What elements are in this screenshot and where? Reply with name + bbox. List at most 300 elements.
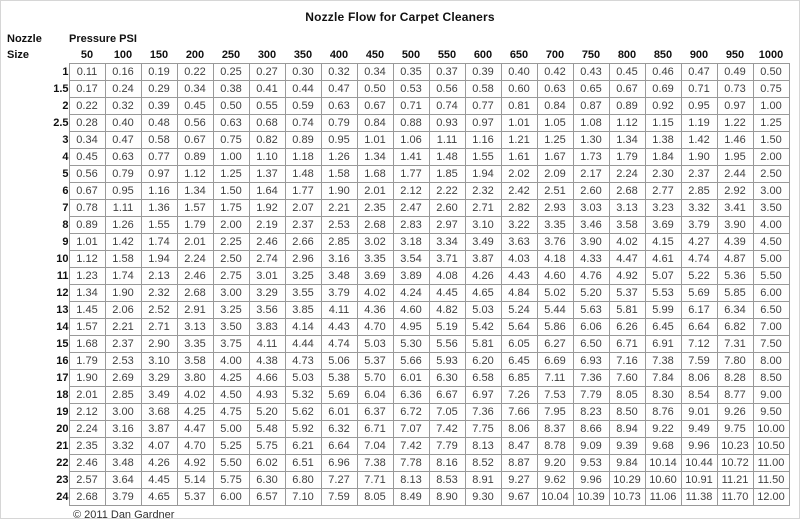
flow-value-cell: 6.96	[321, 455, 357, 472]
flow-value-cell: 5.42	[465, 319, 501, 336]
flow-value-cell: 1.34	[177, 183, 213, 200]
flow-value-cell: 0.73	[717, 81, 753, 98]
flow-value-cell: 3.90	[573, 234, 609, 251]
flow-value-cell: 2.21	[105, 319, 141, 336]
pressure-column-header: 650	[509, 49, 529, 61]
flow-value-cell: 0.95	[105, 183, 141, 200]
flow-value-cell: 1.21	[501, 132, 537, 149]
flow-value-cell: 8.91	[465, 472, 501, 489]
flow-value-cell: 1.92	[249, 200, 285, 217]
size-header-label: Size	[7, 49, 30, 62]
flow-value-cell: 3.89	[393, 268, 429, 285]
flow-value-cell: 7.42	[429, 421, 465, 438]
flow-value-cell: 8.30	[645, 387, 681, 404]
flow-value-cell: 1.45	[69, 302, 105, 319]
flow-value-cell: 4.92	[177, 455, 213, 472]
flow-value-cell: 9.53	[573, 455, 609, 472]
flow-value-cell: 0.55	[249, 98, 285, 115]
nozzle-size-label: 2	[7, 98, 69, 115]
flow-value-cell: 7.95	[537, 404, 573, 421]
flow-value-cell: 1.11	[105, 200, 141, 217]
flow-value-cell: 2.01	[69, 387, 105, 404]
flow-value-cell: 6.36	[393, 387, 429, 404]
table-row	[7, 336, 789, 353]
flow-value-cell: 8.47	[501, 438, 537, 455]
flow-value-cell: 9.22	[645, 421, 681, 438]
flow-value-cell: 3.56	[249, 302, 285, 319]
flow-value-cell: 3.25	[213, 302, 249, 319]
flow-value-cell: 0.78	[69, 200, 105, 217]
flow-value-cell: 2.46	[177, 268, 213, 285]
flow-value-cell: 4.92	[609, 268, 645, 285]
flow-value-cell: 0.75	[753, 81, 789, 98]
table-row	[7, 166, 789, 183]
flow-value-cell: 2.52	[141, 302, 177, 319]
nozzle-header-label: Nozzle	[7, 33, 42, 45]
flow-value-cell: 2.37	[681, 166, 717, 183]
flow-value-cell: 2.00	[753, 149, 789, 166]
flow-value-cell: 8.06	[681, 370, 717, 387]
flow-value-cell: 0.47	[105, 132, 141, 149]
flow-value-cell: 3.35	[537, 217, 573, 234]
flow-value-cell: 4.36	[357, 302, 393, 319]
flow-value-cell: 4.27	[681, 234, 717, 251]
flow-value-cell: 0.22	[69, 98, 105, 115]
flow-value-cell: 4.70	[357, 319, 393, 336]
flow-value-cell: 3.22	[501, 217, 537, 234]
flow-value-cell: 3.49	[465, 234, 501, 251]
flow-value-cell: 1.94	[141, 251, 177, 268]
nozzle-size-label: 4	[7, 149, 69, 166]
flow-value-cell: 1.01	[357, 132, 393, 149]
flow-value-cell: 5.66	[393, 353, 429, 370]
flow-value-cell: 2.07	[285, 200, 321, 217]
flow-value-cell: 2.17	[573, 166, 609, 183]
flow-value-cell: 5.56	[429, 336, 465, 353]
flow-value-cell: 0.48	[141, 115, 177, 132]
flow-value-cell: 3.58	[177, 353, 213, 370]
flow-value-cell: 6.97	[465, 387, 501, 404]
flow-value-cell: 0.81	[501, 98, 537, 115]
flow-value-cell: 0.50	[213, 98, 249, 115]
table-row	[7, 455, 789, 472]
flow-value-cell: 1.90	[321, 183, 357, 200]
flow-value-cell: 1.18	[285, 149, 321, 166]
flow-value-cell: 0.56	[177, 115, 213, 132]
flow-value-cell: 6.20	[465, 353, 501, 370]
pressure-column-header: 750	[581, 49, 601, 61]
pressure-column-header: 550	[437, 49, 457, 61]
flow-value-cell: 0.74	[285, 115, 321, 132]
pressure-column-header: 800	[617, 49, 637, 61]
flow-value-cell: 0.50	[357, 81, 393, 98]
flow-value-cell: 4.15	[645, 234, 681, 251]
flow-value-cell: 1.01	[69, 234, 105, 251]
flow-value-cell: 4.24	[393, 285, 429, 302]
flow-value-cell: 1.57	[69, 319, 105, 336]
flow-value-cell: 7.00	[753, 319, 789, 336]
flow-value-cell: 3.10	[141, 353, 177, 370]
flow-value-cell: 10.23	[717, 438, 753, 455]
flow-value-cell: 1.48	[285, 166, 321, 183]
pressure-column-header: 500	[401, 49, 421, 61]
flow-value-cell: 4.26	[141, 455, 177, 472]
flow-value-cell: 3.16	[321, 251, 357, 268]
flow-value-cell: 10.14	[645, 455, 681, 472]
flow-value-cell: 0.46	[645, 64, 681, 81]
flow-value-cell: 3.02	[357, 234, 393, 251]
flow-value-cell: 8.50	[609, 404, 645, 421]
flow-value-cell: 3.00	[753, 183, 789, 200]
flow-value-cell: 8.05	[357, 489, 393, 506]
flow-value-cell: 7.07	[393, 421, 429, 438]
flow-value-cell: 4.07	[141, 438, 177, 455]
flow-value-cell: 1.94	[465, 166, 501, 183]
flow-value-cell: 3.54	[393, 251, 429, 268]
flow-value-cell: 2.50	[213, 251, 249, 268]
flow-value-cell: 1.11	[429, 132, 465, 149]
table-row	[7, 387, 789, 404]
flow-value-cell: 4.00	[213, 353, 249, 370]
table-row	[7, 64, 789, 81]
flow-value-cell: 7.71	[357, 472, 393, 489]
flow-value-cell: 0.95	[681, 98, 717, 115]
flow-value-cell: 0.40	[105, 115, 141, 132]
flow-value-cell: 0.34	[69, 132, 105, 149]
flow-value-cell: 6.82	[717, 319, 753, 336]
flow-value-cell: 5.69	[681, 285, 717, 302]
flow-value-cell: 0.97	[465, 115, 501, 132]
flow-value-cell: 2.37	[105, 336, 141, 353]
flow-value-cell: 2.82	[501, 200, 537, 217]
flow-value-cell: 3.00	[213, 285, 249, 302]
flow-value-cell: 0.28	[69, 115, 105, 132]
flow-value-cell: 6.71	[357, 421, 393, 438]
flow-value-cell: 0.45	[609, 64, 645, 81]
flow-value-cell: 0.45	[177, 98, 213, 115]
flow-value-cell: 2.47	[393, 200, 429, 217]
flow-value-cell: 8.77	[717, 387, 753, 404]
table-row	[7, 319, 789, 336]
flow-value-cell: 5.99	[645, 302, 681, 319]
flow-value-cell: 5.86	[537, 319, 573, 336]
flow-value-cell: 9.20	[537, 455, 573, 472]
flow-value-cell: 3.80	[177, 370, 213, 387]
flow-value-cell: 2.06	[105, 302, 141, 319]
table-row	[7, 183, 789, 200]
flow-value-cell: 0.60	[501, 81, 537, 98]
flow-value-cell: 7.80	[717, 353, 753, 370]
flow-value-cell: 0.30	[285, 64, 321, 81]
flow-value-cell: 0.38	[213, 81, 249, 98]
flow-value-cell: 10.29	[609, 472, 645, 489]
flow-value-cell: 9.96	[573, 472, 609, 489]
nozzle-size-label: 12	[7, 285, 69, 302]
flow-value-cell: 9.30	[465, 489, 501, 506]
nozzle-size-label: 15	[7, 336, 69, 353]
flow-value-cell: 3.46	[573, 217, 609, 234]
flow-value-cell: 2.93	[537, 200, 573, 217]
flow-value-cell: 0.97	[717, 98, 753, 115]
flow-value-cell: 0.45	[69, 149, 105, 166]
flow-value-cell: 6.91	[645, 336, 681, 353]
pressure-column-header: 200	[185, 49, 205, 61]
flow-value-cell: 8.94	[609, 421, 645, 438]
flow-value-cell: 10.39	[573, 489, 609, 506]
flow-value-cell: 3.71	[429, 251, 465, 268]
flow-value-cell: 0.67	[609, 81, 645, 98]
flow-value-cell: 2.25	[213, 234, 249, 251]
flow-value-cell: 3.25	[285, 268, 321, 285]
flow-value-cell: 3.16	[105, 421, 141, 438]
flow-value-cell: 0.29	[141, 81, 177, 98]
flow-value-cell: 4.39	[717, 234, 753, 251]
flow-value-cell: 5.24	[501, 302, 537, 319]
flow-value-cell: 1.42	[681, 132, 717, 149]
flow-value-cell: 7.36	[573, 370, 609, 387]
flow-value-cell: 2.71	[141, 319, 177, 336]
flow-value-cell: 5.07	[645, 268, 681, 285]
flow-value-cell: 0.84	[537, 98, 573, 115]
nozzle-size-label: 7	[7, 200, 69, 217]
flow-value-cell: 1.74	[105, 268, 141, 285]
pressure-column-header: 150	[149, 49, 169, 61]
flow-value-cell: 6.67	[429, 387, 465, 404]
flow-value-cell: 9.26	[717, 404, 753, 421]
flow-value-cell: 9.39	[609, 438, 645, 455]
flow-value-cell: 1.50	[213, 183, 249, 200]
flow-value-cell: 0.79	[321, 115, 357, 132]
page-title: Nozzle Flow for Carpet Cleaners	[305, 10, 495, 24]
flow-value-cell: 7.42	[393, 438, 429, 455]
flow-value-cell: 0.67	[177, 132, 213, 149]
flow-value-cell: 0.58	[465, 81, 501, 98]
flow-value-cell: 1.16	[465, 132, 501, 149]
flow-value-cell: 4.45	[141, 472, 177, 489]
flow-value-cell: 6.01	[393, 370, 429, 387]
flow-value-cell: 6.51	[285, 455, 321, 472]
nozzle-size-label: 13	[7, 302, 69, 319]
flow-value-cell: 0.77	[465, 98, 501, 115]
flow-value-cell: 0.11	[69, 64, 105, 81]
flow-value-cell: 2.83	[393, 217, 429, 234]
flow-value-cell: 4.43	[501, 268, 537, 285]
flow-value-cell: 2.97	[429, 217, 465, 234]
flow-value-cell: 12.00	[753, 489, 789, 506]
flow-value-cell: 8.13	[393, 472, 429, 489]
flow-value-cell: 7.10	[285, 489, 321, 506]
flow-value-cell: 3.13	[177, 319, 213, 336]
flow-value-cell: 10.04	[537, 489, 573, 506]
flow-value-cell: 1.23	[69, 268, 105, 285]
flow-value-cell: 0.75	[213, 132, 249, 149]
flow-value-cell: 1.55	[465, 149, 501, 166]
flow-value-cell: 0.49	[717, 64, 753, 81]
flow-value-cell: 1.90	[105, 285, 141, 302]
flow-value-cell: 0.16	[105, 64, 141, 81]
flow-value-cell: 7.78	[393, 455, 429, 472]
flow-value-cell: 7.04	[357, 438, 393, 455]
flow-value-cell: 3.35	[177, 336, 213, 353]
flow-value-cell: 5.25	[213, 438, 249, 455]
flow-value-cell: 2.01	[177, 234, 213, 251]
flow-value-cell: 4.47	[177, 421, 213, 438]
flow-value-cell: 1.16	[141, 183, 177, 200]
flow-value-cell: 0.71	[393, 98, 429, 115]
nozzle-size-label: 1	[7, 64, 69, 81]
flow-value-cell: 6.45	[645, 319, 681, 336]
flow-value-cell: 9.75	[717, 421, 753, 438]
flow-value-cell: 0.32	[321, 64, 357, 81]
flow-value-cell: 0.47	[321, 81, 357, 98]
flow-value-cell: 1.90	[681, 149, 717, 166]
flow-value-cell: 4.50	[753, 234, 789, 251]
flow-value-cell: 2.37	[285, 217, 321, 234]
flow-value-cell: 5.30	[393, 336, 429, 353]
flow-value-cell: 2.69	[105, 370, 141, 387]
flow-value-cell: 5.75	[249, 438, 285, 455]
flow-value-cell: 7.31	[717, 336, 753, 353]
flow-value-cell: 5.37	[357, 353, 393, 370]
flow-value-cell: 1.58	[105, 251, 141, 268]
flow-value-cell: 2.71	[465, 200, 501, 217]
flow-value-cell: 3.64	[105, 472, 141, 489]
flow-value-cell: 0.92	[645, 98, 681, 115]
flow-value-cell: 3.55	[285, 285, 321, 302]
nozzle-size-label: 9	[7, 234, 69, 251]
pressure-column-header: 450	[365, 49, 385, 61]
flow-value-cell: 3.01	[249, 268, 285, 285]
flow-value-cell: 0.67	[357, 98, 393, 115]
flow-value-cell: 6.57	[249, 489, 285, 506]
flow-value-cell: 5.03	[285, 370, 321, 387]
flow-value-cell: 6.27	[537, 336, 573, 353]
flow-value-cell: 2.57	[69, 472, 105, 489]
flow-value-cell: 9.27	[501, 472, 537, 489]
flow-value-cell: 1.00	[213, 149, 249, 166]
flow-value-cell: 6.00	[753, 285, 789, 302]
flow-value-cell: 2.32	[465, 183, 501, 200]
flow-value-cell: 4.74	[321, 336, 357, 353]
flow-value-cell: 2.35	[69, 438, 105, 455]
flow-value-cell: 4.74	[681, 251, 717, 268]
pressure-column-header: 600	[473, 49, 493, 61]
flow-value-cell: 8.16	[429, 455, 465, 472]
flow-value-cell: 3.10	[465, 217, 501, 234]
flow-value-cell: 7.38	[645, 353, 681, 370]
flow-value-cell: 8.06	[501, 421, 537, 438]
flow-value-cell: 2.50	[753, 166, 789, 183]
flow-value-cell: 1.55	[141, 217, 177, 234]
flow-value-cell: 1.77	[285, 183, 321, 200]
flow-value-cell: 5.63	[573, 302, 609, 319]
flow-value-cell: 2.51	[537, 183, 573, 200]
flow-value-cell: 11.00	[753, 455, 789, 472]
flow-value-cell: 9.68	[645, 438, 681, 455]
flow-value-cell: 11.06	[645, 489, 681, 506]
table-row	[7, 217, 789, 234]
flow-value-cell: 0.56	[429, 81, 465, 98]
flow-value-cell: 4.38	[249, 353, 285, 370]
pressure-column-header: 300	[257, 49, 277, 61]
flow-value-cell: 5.70	[357, 370, 393, 387]
table-row	[7, 234, 789, 251]
flow-value-cell: 0.87	[573, 98, 609, 115]
flow-value-cell: 0.32	[105, 98, 141, 115]
flow-value-cell: 2.24	[177, 251, 213, 268]
flow-value-cell: 1.64	[249, 183, 285, 200]
flow-value-cell: 9.49	[681, 421, 717, 438]
flow-value-cell: 5.48	[249, 421, 285, 438]
flow-value-cell: 6.30	[249, 472, 285, 489]
flow-value-cell: 2.35	[357, 200, 393, 217]
flow-value-cell: 10.73	[609, 489, 645, 506]
copyright-text: © 2011 Dan Gardner	[73, 509, 175, 519]
flow-value-cell: 4.02	[609, 234, 645, 251]
flow-value-cell: 1.15	[645, 115, 681, 132]
flow-value-cell: 1.25	[213, 166, 249, 183]
flow-value-cell: 5.06	[321, 353, 357, 370]
flow-value-cell: 8.37	[537, 421, 573, 438]
flow-value-cell: 0.79	[105, 166, 141, 183]
header-group-row	[7, 31, 789, 47]
flow-value-cell: 3.90	[717, 217, 753, 234]
pressure-column-header: 700	[545, 49, 565, 61]
flow-value-cell: 0.82	[249, 132, 285, 149]
flow-value-cell: 8.50	[753, 370, 789, 387]
flow-value-cell: 9.67	[501, 489, 537, 506]
flow-value-cell: 0.56	[69, 166, 105, 183]
flow-value-cell: 8.76	[645, 404, 681, 421]
flow-value-cell: 1.34	[609, 132, 645, 149]
table-row	[7, 81, 789, 98]
flow-value-cell: 0.88	[393, 115, 429, 132]
flow-value-cell: 5.75	[213, 472, 249, 489]
flow-value-cell: 2.42	[501, 183, 537, 200]
flow-value-cell: 5.81	[465, 336, 501, 353]
flow-value-cell: 7.26	[501, 387, 537, 404]
flow-value-cell: 1.58	[321, 166, 357, 183]
table-row	[7, 251, 789, 268]
flow-value-cell: 3.35	[357, 251, 393, 268]
flow-value-cell: 4.82	[429, 302, 465, 319]
flow-value-cell: 11.38	[681, 489, 717, 506]
nozzle-flow-table	[7, 31, 790, 506]
flow-value-cell: 11.21	[717, 472, 753, 489]
flow-value-cell: 5.50	[213, 455, 249, 472]
flow-value-cell: 7.38	[357, 455, 393, 472]
flow-value-cell: 1.26	[105, 217, 141, 234]
flow-value-cell: 4.11	[249, 336, 285, 353]
flow-value-cell: 8.00	[753, 353, 789, 370]
flow-value-cell: 4.45	[429, 285, 465, 302]
nozzle-size-label: 2.5	[7, 115, 69, 132]
flow-value-cell: 0.89	[177, 149, 213, 166]
flow-value-cell: 8.28	[717, 370, 753, 387]
flow-value-cell: 0.41	[249, 81, 285, 98]
flow-value-cell: 0.68	[249, 115, 285, 132]
flow-value-cell: 5.62	[285, 404, 321, 421]
flow-value-cell: 11.70	[717, 489, 753, 506]
flow-value-cell: 0.95	[321, 132, 357, 149]
nozzle-size-label: 16	[7, 353, 69, 370]
flow-value-cell: 10.91	[681, 472, 717, 489]
flow-value-cell: 5.19	[429, 319, 465, 336]
flow-value-cell: 6.72	[393, 404, 429, 421]
flow-value-cell: 1.48	[429, 149, 465, 166]
flow-value-cell: 0.53	[393, 81, 429, 98]
flow-value-cell: 3.50	[213, 319, 249, 336]
